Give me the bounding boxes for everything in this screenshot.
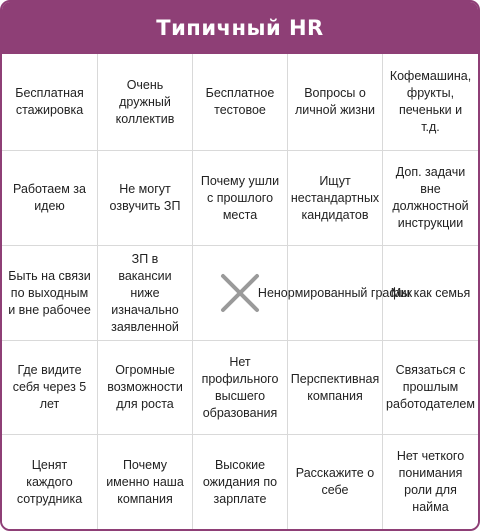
- bingo-cell[interactable]: [98, 151, 193, 246]
- bingo-cell[interactable]: [383, 341, 478, 435]
- bingo-cell-label: Нет четкого понимания роли для найма: [396, 449, 465, 514]
- bingo-cell-label: Огромные возможности для роста: [107, 363, 183, 411]
- bingo-cell-label: Мы как семья: [390, 285, 471, 300]
- bingo-cell-label: Перспективная компания: [290, 371, 380, 403]
- bingo-cell-label: Кофемашина, фрукты, печеньки и т.д.: [389, 69, 472, 134]
- bingo-cell[interactable]: [2, 246, 98, 341]
- bingo-cell-label: Не могут озвучить ЗП: [109, 182, 181, 213]
- bingo-cell-label: Расскажите о себе: [295, 466, 375, 497]
- bingo-cell-label: Где видите себя через 5 лет: [12, 363, 87, 411]
- bingo-cell[interactable]: [98, 341, 193, 435]
- card-header: [2, 2, 478, 54]
- bingo-cell[interactable]: [98, 54, 193, 151]
- bingo-cell-label: Бесплатная стажировка: [15, 86, 84, 117]
- bingo-cell[interactable]: [288, 151, 383, 246]
- bingo-cell-label: Ищут нестандартных кандидатов: [290, 173, 380, 222]
- bingo-cell-label: Вопросы о личной жизни: [294, 86, 376, 117]
- cross-icon: [218, 271, 262, 315]
- bingo-cell[interactable]: [2, 435, 98, 529]
- bingo-cell[interactable]: [288, 435, 383, 529]
- bingo-cell-label: Быть на связи по выходным и вне рабочее: [8, 268, 91, 317]
- bingo-cell[interactable]: [193, 151, 288, 246]
- bingo-cell[interactable]: [193, 341, 288, 435]
- bingo-cell[interactable]: [383, 151, 478, 246]
- bingo-cell[interactable]: [288, 54, 383, 151]
- bingo-cell[interactable]: [257, 246, 413, 341]
- bingo-cell-label: Высокие ожидания по зарплате: [202, 457, 278, 506]
- bingo-cell-label: Ненормированный график: [257, 285, 413, 300]
- bingo-cell-label: Нет профильного высшего образования: [201, 354, 279, 420]
- bingo-cell-label: Почему именно наша компания: [106, 457, 184, 506]
- bingo-cell[interactable]: [383, 246, 478, 341]
- bingo-cell-label: Очень дружный коллектив: [115, 77, 175, 126]
- bingo-cell-label: Доп. задачи вне должностной инструкции: [392, 165, 469, 230]
- bingo-cell[interactable]: [2, 341, 98, 435]
- bingo-grid: [2, 54, 478, 529]
- bingo-cell[interactable]: [288, 341, 383, 435]
- bingo-cell[interactable]: [2, 54, 98, 151]
- bingo-cell[interactable]: [98, 435, 193, 529]
- bingo-cell[interactable]: [193, 435, 288, 529]
- bingo-cell[interactable]: [193, 54, 288, 151]
- bingo-cell-label: Ценят каждого сотрудника: [16, 457, 83, 506]
- card-title: Типичный HR: [156, 16, 324, 40]
- bingo-cell-label: Бесплатное тестовое: [205, 86, 275, 117]
- bingo-cell[interactable]: [2, 151, 98, 246]
- bingo-cell[interactable]: [383, 54, 478, 151]
- bingo-cell-label: ЗП в вакансии ниже изначально заявленной: [111, 251, 179, 334]
- bingo-cell[interactable]: [98, 246, 193, 341]
- bingo-cell-label: Почему ушли с прошлого места: [200, 173, 280, 222]
- bingo-cell-label: Работаем за идею: [13, 182, 86, 213]
- bingo-cell-label: Связаться с прошлым работодателем: [386, 363, 475, 411]
- bingo-cell[interactable]: [383, 435, 478, 529]
